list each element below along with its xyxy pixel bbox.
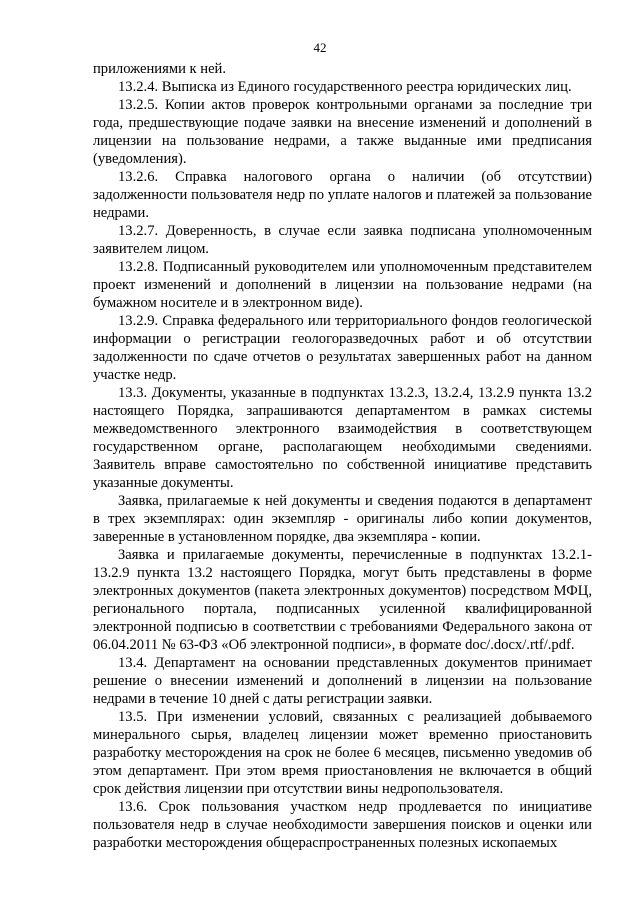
paragraph-application-copies: Заявка, прилагаемые к ней документы и сведения подаются в департамент в трех экземплярах: один экземпляр - оригиналы либо копии документов, заверенные в установленном порядке, два экземпляра - копии. (93, 493, 592, 545)
paragraph-continuation: приложениями к ней. (93, 61, 227, 77)
paragraph-13-2-8: 13.2.8. Подписанный руководителем или уполномоченным представителем проект изменений и дополнений в лицензии на пользование недрами (на бумажном носителе и в электронном виде). (93, 259, 592, 311)
paragraph-13-2-4: 13.2.4. Выписка из Единого государственного реестра юридических лиц. (118, 79, 572, 95)
paragraph-13-5: 13.5. При изменении условий, связанных с реализацией добываемого минерального сырья, владелец лицензии может временно приостановить разработку месторождения на срок не более 6 месяцев, письменно уведомив об этом департамент. При этом время приостановления не включается в общий срок действия лицензии при отсутствии вины недропользователя. (93, 709, 592, 797)
paragraph-electronic-submission: Заявка и прилагаемые документы, перечисленные в подпунктах 13.2.1-13.2.9 пункта 13.2 настоящего Порядка, могут быть представлены в форме электронных документов (пакета электронных документов) посредством МФЦ, регионального портала, подписанных усиленной квалифицированной электронной подписью в соответствии с требованиями Федерального закона от 06.04.2011 № 63-ФЗ «Об электронной подписи», в формате doc/.docx/.rtf/.pdf. (93, 547, 592, 653)
paragraph-13-6: 13.6. Срок пользования участком недр продлевается по инициативе пользователя недр в случае необходимости завершения поисков и оценки или разработки месторождения общераспространенных полезных ископаемых (93, 799, 592, 851)
paragraph-13-2-6: 13.2.6. Справка налогового органа о наличии (об отсутствии) задолженности пользователя недр по уплате налогов и платежей за пользование недрами. (93, 169, 592, 221)
paragraph-13-2-9: 13.2.9. Справка федерального или территориального фондов геологической информации о регистрации геологоразведочных работ и об отсутствии задолженности по сдаче отчетов о результатах завершенных работ на данном участке недр. (93, 313, 592, 383)
page-number: 42 (313, 40, 327, 55)
paragraph-13-2-7: 13.2.7. Доверенность, в случае если заявка подписана уполномоченным заявителем лицом. (93, 223, 592, 257)
paragraph-13-4: 13.4. Департамент на основании представленных документов принимает решение о внесении изменений и дополнений в лицензии на пользование недрами в течение 10 дней с даты регистрации заявки. (93, 655, 592, 707)
paragraph-13-2-5: 13.2.5. Копии актов проверок контрольными органами за последние три года, предшествующие подаче заявки на внесение изменений и дополнений в лицензии на пользование недрами, а также выданные ими предписания (уведомления). (93, 97, 592, 167)
document-body (93, 60, 592, 852)
paragraph-13-3: 13.3. Документы, указанные в подпунктах 13.2.3, 13.2.4, 13.2.9 пункта 13.2 настоящего Порядка, запрашиваются департаментом в рамках системы межведомственного электронного взаимодействия в соответствующем государственном органе, располагающем необходимыми сведениями. Заявитель вправе самостоятельно по собственной инициативе представить указанные документы. (93, 385, 592, 491)
